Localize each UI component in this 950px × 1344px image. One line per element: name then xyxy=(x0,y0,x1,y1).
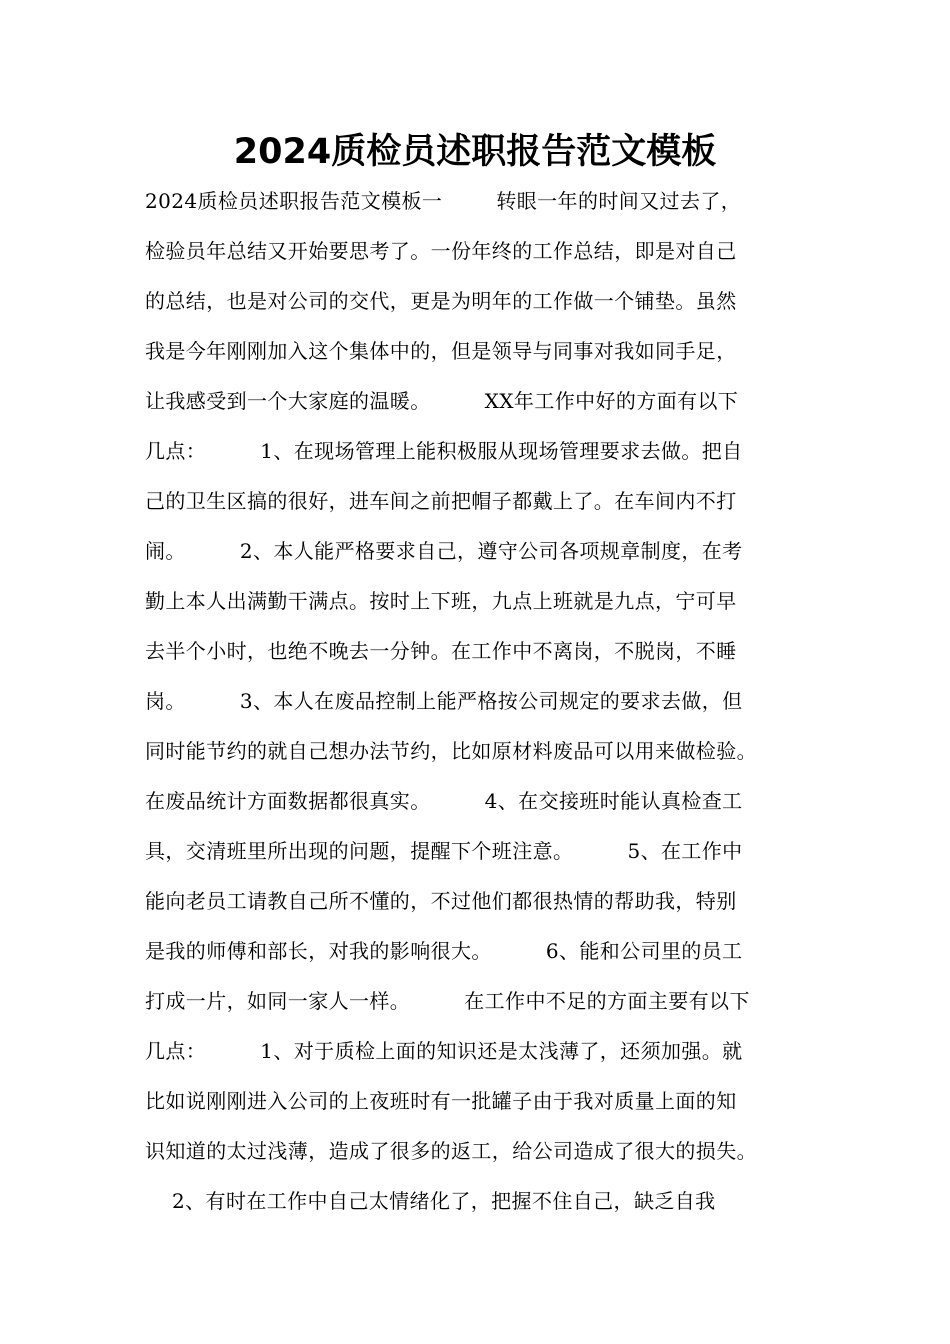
body-line: 去半个小时，也绝不晚去一分钟。在工作中不离岗，不脱岗，不睡 xyxy=(145,639,737,663)
body-line: 识知道的太过浅薄，造成了很多的返工，给公司造成了很大的损失。 xyxy=(145,1139,757,1163)
body-line: 能向老员工请教自己所不懂的，不过他们都很热情的帮助我，特别 xyxy=(145,889,737,913)
body-line: 在废品统计方面数据都很真实。 4、在交接班时能认真检查工 xyxy=(145,789,743,813)
document-body xyxy=(145,182,825,1232)
body-line: 同时能节约的就自己想办法节约，比如原材料废品可以用来做检验。 xyxy=(145,739,757,763)
body-line: 2024质检员述职报告范文模板一 转眼一年的时间又过去了， xyxy=(145,189,742,213)
body-line: 岗。 3、本人在废品控制上能严格按公司规定的要求去做，但 xyxy=(145,689,743,713)
body-line: 检验员年总结又开始要思考了。一份年终的工作总结，即是对自己 xyxy=(145,239,737,263)
body-line: 闹。 2、本人能严格要求自己，遵守公司各项规章制度，在考 xyxy=(145,539,743,563)
body-line: 的总结，也是对公司的交代，更是为明年的工作做一个铺垫。虽然 xyxy=(145,289,737,313)
body-line: 我是今年刚刚加入这个集体中的，但是领导与同事对我如同手足， xyxy=(145,339,737,363)
body-line: 勤上本人出满勤干满点。按时上下班，九点上班就是九点，宁可早 xyxy=(145,589,737,613)
body-line: 具，交清班里所出现的问题，提醒下个班注意。 5、在工作中 xyxy=(145,839,743,863)
body-line: 几点： 1、对于质检上面的知识还是太浅薄了，还须加强。就 xyxy=(145,1039,743,1063)
body-line: 2、有时在工作中自己太情绪化了，把握不住自己，缺乏自我 xyxy=(145,1189,716,1213)
body-line: 是我的师傅和部长，对我的影响很大。 6、能和公司里的员工 xyxy=(145,939,743,963)
body-line: 比如说刚刚进入公司的上夜班时有一批罐子由于我对质量上面的知 xyxy=(145,1089,737,1113)
body-line: 让我感受到一个大家庭的温暖。 XX年工作中好的方面有以下 xyxy=(145,389,739,413)
body-line: 打成一片，如同一家人一样。 在工作中不足的方面主要有以下 xyxy=(145,989,750,1013)
body-line: 己的卫生区搞的很好，进车间之前把帽子都戴上了。在车间内不打 xyxy=(145,489,737,513)
document-title: 2024质检员述职报告范文模板 xyxy=(233,132,717,172)
body-line: 几点： 1、在现场管理上能积极服从现场管理要求去做。把自 xyxy=(145,439,743,463)
